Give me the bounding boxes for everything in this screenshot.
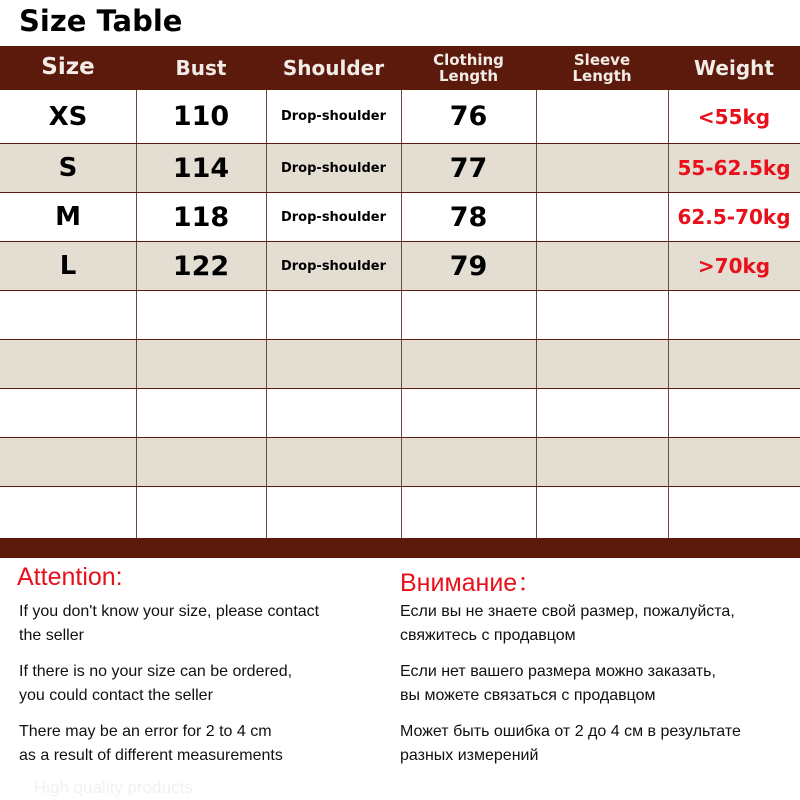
header-weight: Weight [694,56,774,80]
column-divider [401,291,402,339]
cell-bust: 110 [172,101,230,132]
column-divider [401,438,402,486]
table-row [0,340,800,388]
column-divider [668,340,669,388]
column-divider [668,438,669,486]
column-divider [266,487,267,538]
column-divider [536,291,537,339]
cell-clothing-length: 76 [449,101,488,132]
attention-title-en: Attention: [17,563,123,591]
column-divider [136,340,137,388]
column-divider [536,438,537,486]
column-divider [536,487,537,538]
column-divider [136,438,137,486]
cell-clothing-length: 78 [449,201,488,233]
column-divider [401,487,402,538]
cell-clothing-length: 79 [449,250,488,282]
header-clothing-length: Clothing Length [433,50,504,85]
note-en-2: If there is no your size can be ordered, you could contact the seller [19,663,293,704]
cell-size: S [58,153,78,183]
cell-weight: 62.5-70kg [677,205,791,229]
table-row [0,291,800,339]
column-divider [136,389,137,437]
table-bottom-bar [0,540,800,558]
cell-size: L [59,251,77,281]
cell-shoulder: Drop-shoulder [280,258,386,274]
cell-weight: <55kg [697,104,771,129]
page-title: Size Table [19,4,183,38]
cell-weight: 55-62.5kg [677,156,791,180]
table-row [0,438,800,486]
column-divider [401,389,402,437]
header-shoulder: Shoulder [282,56,385,80]
column-divider [536,389,537,437]
column-divider [266,438,267,486]
header-size: Size [41,54,95,81]
attention-title-ru: Внимание： [400,569,543,597]
column-divider [136,291,137,339]
column-divider [266,340,267,388]
cell-clothing-length: 77 [449,152,488,184]
column-divider [668,291,669,339]
cell-size: M [55,202,81,232]
cell-bust: 118 [172,201,230,233]
column-divider [266,389,267,437]
header-bust: Bust [175,56,227,80]
cell-sleeve-length [536,193,668,241]
header-sleeve-length: Sleeve Length [572,50,632,85]
faint-watermark-text: High quality products [34,778,193,797]
column-divider [668,487,669,538]
column-divider [136,487,137,538]
cell-shoulder: Drop-shoulder [280,160,386,176]
size-table [0,46,800,558]
cell-weight: >70kg [697,254,771,278]
table-row [0,487,800,538]
cell-shoulder: Drop-shoulder [280,209,386,225]
table-row [0,144,800,192]
cell-size: XS [48,101,88,132]
table-row [0,193,800,241]
column-divider [266,291,267,339]
cell-bust: 114 [172,152,230,184]
cell-sleeve-length [536,144,668,192]
column-divider [668,389,669,437]
table-header [0,46,800,90]
table-row [0,90,800,143]
column-divider [536,340,537,388]
note-ru-2: Если нет вашего размера можно заказать, вы можете связаться с продавцом [400,663,716,704]
note-ru-1: Если вы не знаете свой размер, пожалуйста, свяжитесь с продавцом [400,603,735,644]
cell-sleeve-length [536,242,668,290]
note-en-3: There may be an error for 2 to 4 cm as a result of different measurements [19,723,283,764]
cell-sleeve-length [536,90,668,143]
table-row [0,242,800,290]
cell-shoulder: Drop-shoulder [280,109,386,124]
column-divider [401,340,402,388]
cell-bust: 122 [172,250,230,282]
note-ru-3: Может быть ошибка от 2 до 4 см в результате разных измерений [400,723,741,764]
table-row [0,389,800,437]
note-en-1: If you don't know your size, please contact the seller [19,603,320,644]
